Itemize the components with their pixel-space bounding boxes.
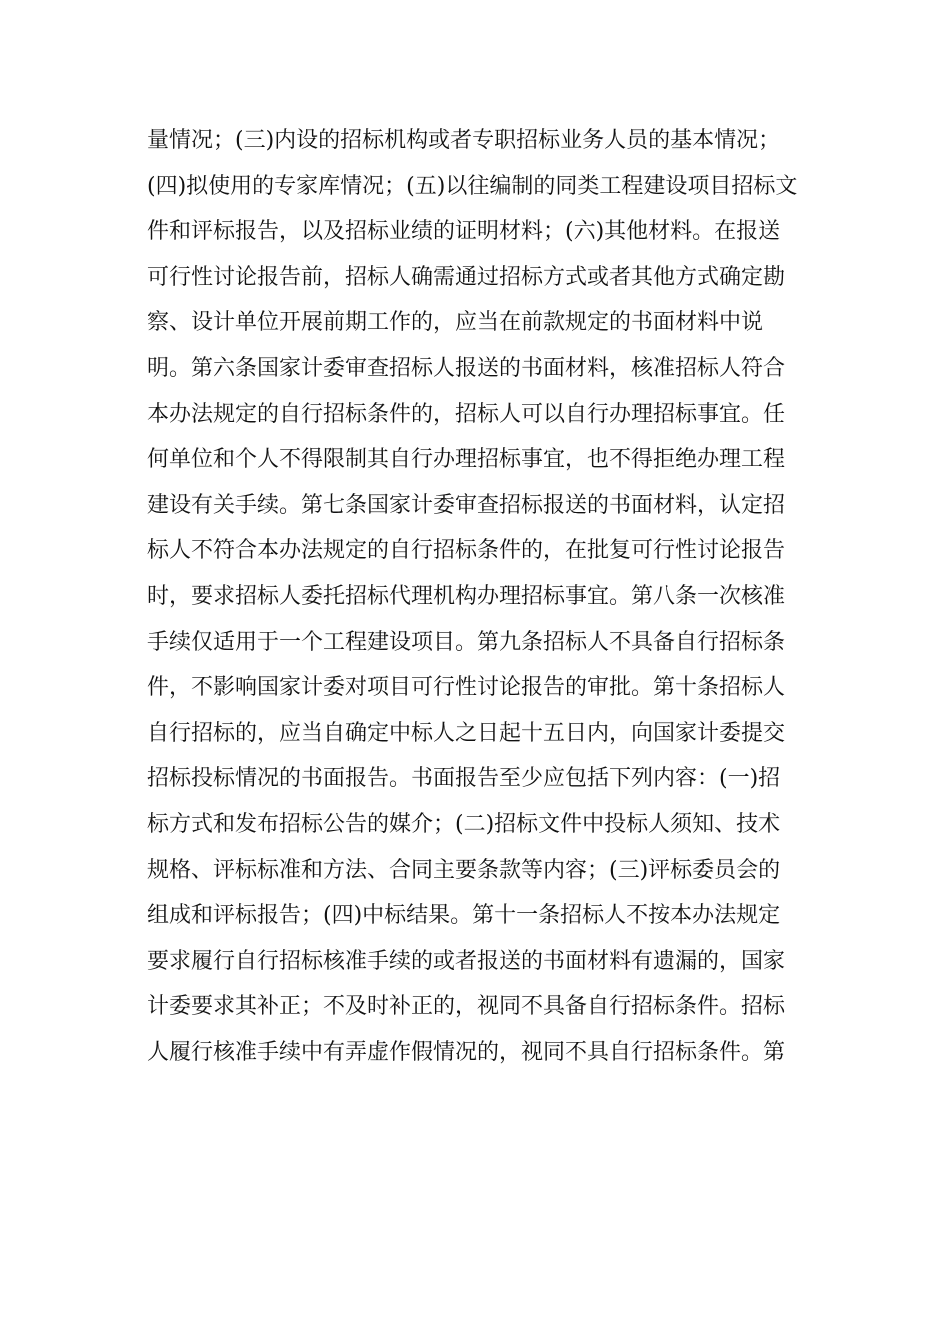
text-line: 组成和评标报告；(四)中标结果。第十一条招标人不按本办法规定 bbox=[147, 903, 781, 929]
text-line: 招标投标情况的书面报告。书面报告至少应包括下列内容：(一)招 bbox=[147, 766, 781, 792]
text-line: 规格、评标标准和方法、合同主要条款等内容；(三)评标委员会的 bbox=[147, 857, 781, 883]
text-line: 计委要求其补正；不及时补正的，视同不具备自行招标条件。招标 bbox=[147, 994, 786, 1020]
text-line: 何单位和个人不得限制其自行办理招标事宜，也不得拒绝办理工程 bbox=[147, 447, 786, 473]
text-line: 要求履行自行招标核准手续的或者报送的书面材料有遗漏的，国家 bbox=[147, 948, 786, 974]
text-line: 察、设计单位开展前期工作的，应当在前款规定的书面材料中说 bbox=[147, 310, 764, 336]
text-line: 件，不影响国家计委对项目可行性讨论报告的审批。第十条招标人 bbox=[147, 675, 786, 701]
text-line: 时，要求招标人委托招标代理机构办理招标事宜。第八条一次核准 bbox=[147, 583, 786, 609]
text-line: 可行性讨论报告前，招标人确需通过招标方式或者其他方式确定勘 bbox=[147, 264, 786, 290]
text-line: 量情况；(三)内设的招标机构或者专职招标业务人员的基本情况； bbox=[147, 128, 781, 153]
body-text bbox=[147, 118, 807, 1075]
text-line: 明。第六条国家计委审查招标人报送的书面材料，核准招标人符合 bbox=[147, 355, 786, 381]
text-line: 建设有关手续。第七条国家计委审查招标报送的书面材料，认定招 bbox=[147, 492, 786, 518]
text-line: 自行招标的，应当自确定中标人之日起十五日内，向国家计委提交 bbox=[147, 720, 786, 746]
text-line: 件和评标报告，以及招标业绩的证明材料；(六)其他材料。在报送 bbox=[147, 219, 781, 245]
text-line: 手续仅适用于一个工程建设项目。第九条招标人不具备自行招标条 bbox=[147, 629, 786, 655]
text-line: (四)拟使用的专家库情况；(五)以往编制的同类工程建设项目招标文 bbox=[147, 173, 798, 199]
text-line: 人履行核准手续中有弄虚作假情况的，视同不具自行招标条件。第 bbox=[147, 1039, 786, 1065]
text-line: 标方式和发布招标公告的媒介；(二)招标文件中投标人须知、技术 bbox=[147, 811, 781, 837]
text-line: 本办法规定的自行招标条件的，招标人可以自行办理招标事宜。任 bbox=[147, 401, 786, 427]
text-line: 标人不符合本办法规定的自行招标条件的，在批复可行性讨论报告 bbox=[147, 538, 786, 564]
